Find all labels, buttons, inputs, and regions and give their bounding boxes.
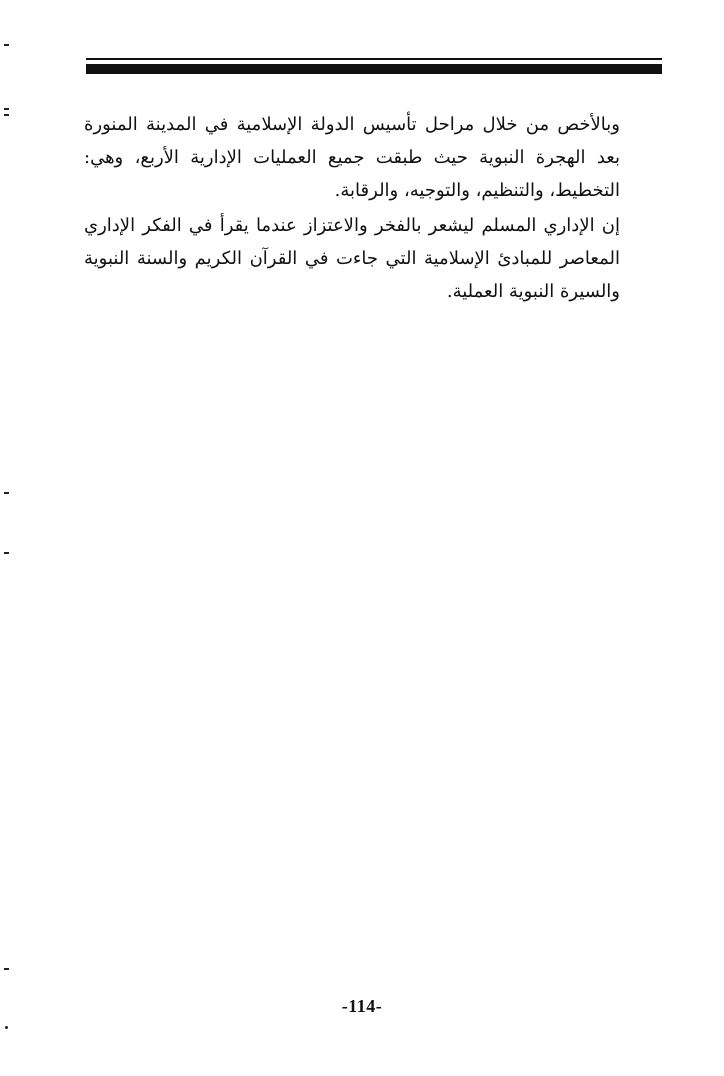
- header-rule-thin: [86, 58, 662, 60]
- margin-mark: [4, 968, 9, 970]
- margin-mark: [4, 108, 9, 110]
- margin-mark: [4, 492, 9, 494]
- margin-dot: [5, 1026, 8, 1029]
- paragraph-1: وبالأخص من خلال مراحل تأسيس الدولة الإسلامية في المدينة المنورة بعد الهجرة النبوية حيث طبقت جميع العمليات الإدارية الأربع، وهي: التخطيط، والتنظيم، والتوجيه، والرقابة.: [84, 114, 620, 201]
- margin-mark: [4, 44, 9, 46]
- body-text: [84, 108, 620, 308]
- margin-mark: [4, 114, 9, 116]
- page-number: -114-: [341, 996, 383, 1016]
- margin-mark: [4, 552, 9, 554]
- header-rule-thick: [86, 64, 662, 74]
- paragraph-2: إن الإداري المسلم ليشعر بالفخر والاعتزاز عندما يقرأ في الفكر الإداري المعاصر للمبادئ الإسلامية التي جاءت في القرآن الكريم والسنة النبوية والسيرة النبوية العملية.: [84, 215, 620, 302]
